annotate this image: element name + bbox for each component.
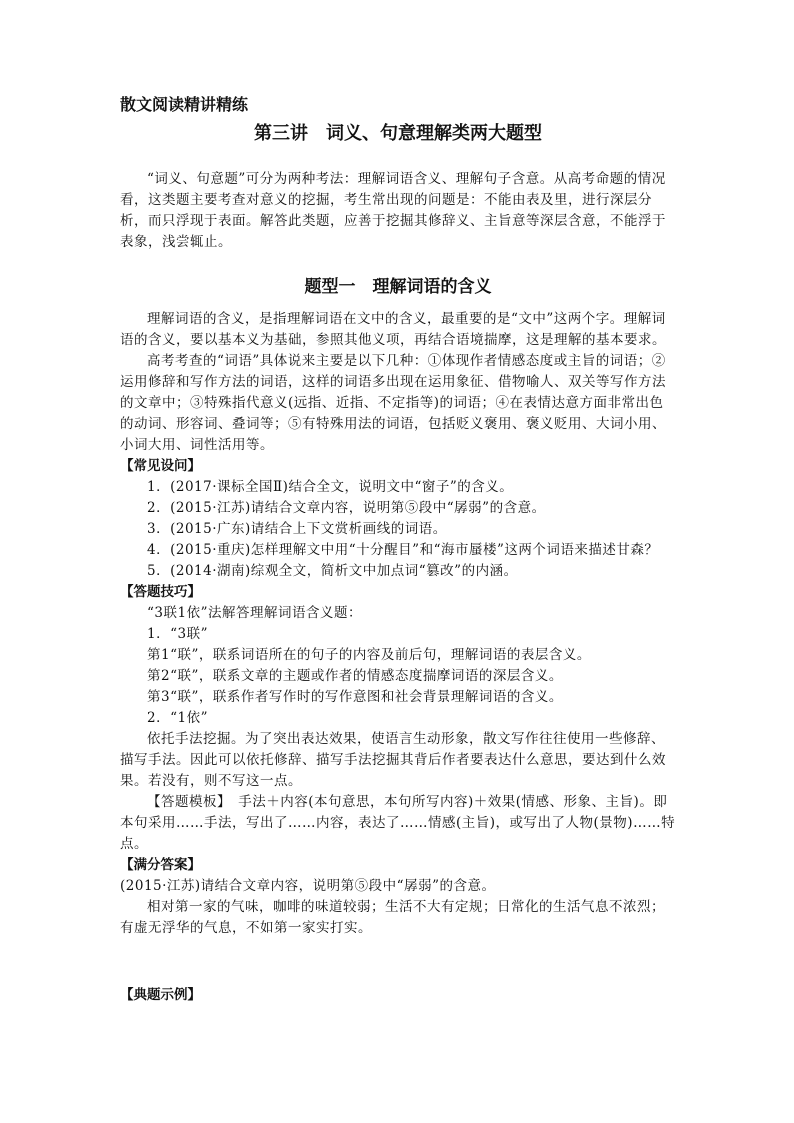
section-title: 题型一 理解词语的含义 xyxy=(304,277,492,297)
skills-line: “3联1依”法解答理解词语含义题： xyxy=(147,605,362,621)
skills-line: 1．“3联” xyxy=(147,626,208,642)
common-question-item: 3．(2015·广东)请结合上下文赏析画线的词语。 xyxy=(147,521,447,537)
common-question-item: 4．(2015·重庆)怎样理解文中用“十分醒目”和“海市蜃楼”这两个词语来描述甘森？ xyxy=(147,542,659,558)
full-answer-tag: 【满分答案】 xyxy=(120,857,201,873)
skills-line: 第2“联”，联系文章的主题或作者的情感态度揣摩词语的深层含义。 xyxy=(147,668,563,684)
skills-tag: 【答题技巧】 xyxy=(120,584,201,600)
answer-template-paragraph: 【答题模板】 手法＋内容(本句意思，本句所写内容)＋效果(情感、形象、主旨)。即本句采用……手法，写出了……内容，表达了……情感(主旨)，或写出了人物(景物)……特点。 xyxy=(120,794,676,852)
section-paragraph-2: 高考考查的“词语”具体说来主要是以下几种：①体现作者情感态度或主旨的词语；②运用修辞和写作方法的词语，这样的词语多出现在运用象征、借物喻人、双关等写作方法的文章中；③特殊指代意义(远指、近指、不定指等)的词语；④在表情达意方面非常出色的动词、形容词、叠词等；⑤有特殊用法的词语，包括贬义褒用、褒义贬用、大词小用、小词大用、词性活用等。 xyxy=(120,353,666,453)
skills-paragraph: 依托手法挖掘。为了突出表达效果，使语言生动形象，散文写作往往使用一些修辞、描写手法。因此可以依托修辞、描写手法挖掘其背后作者要表达什么意思，要达到什么效果。若没有，则不写这一点。 xyxy=(120,731,666,789)
lecture-title: 第三讲 词义、句意理解类两大题型 xyxy=(254,123,542,144)
intro-paragraph: “词义、句意题”可分为两种考法：理解词语含义、理解句子含意。从高考命题的情况看，这类题主要考查对意义的挖掘，考生常出现的问题是：不能由表及里，进行深层分析，而只浮现于表面。解答此类题，应善于挖掘其修辞义、主旨意等深层含意，不能浮于表象，浅尝辄止。 xyxy=(120,171,666,250)
examples-tag: 【典题示例】 xyxy=(120,987,201,1003)
common-question-item: 5．(2014·湖南)综观全文，简析文中加点词“篡改”的内涵。 xyxy=(147,563,518,579)
common-questions-tag: 【常见设问】 xyxy=(120,458,201,474)
skills-line: 第1“联”，联系词语所在的句子的内容及前后句，理解词语的表层含义。 xyxy=(147,647,591,663)
skills-line: 2．“1依” xyxy=(147,710,208,726)
document-page xyxy=(120,94,676,1006)
section-paragraph-1: 理解词语的含义，是指理解词语在文中的含义，最重要的是“文中”这两个字。理解词语的含义，要以基本义为基础，参照其他义项，再结合语境揣摩，这是理解的基本要求。 xyxy=(120,311,666,348)
common-question-item: 2．(2015·江苏)请结合文章内容，说明第⑤段中“孱弱”的含意。 xyxy=(147,500,546,516)
skills-line: 第3“联”，联系作者写作时的写作意图和社会背景理解词语的含义。 xyxy=(147,689,563,705)
full-answer-question: (2015·江苏)请结合文章内容，说明第⑤段中“孱弱”的含意。 xyxy=(120,878,496,894)
common-question-item: 1．(2017·课标全国Ⅱ)结合全文，说明文中“窗子”的含义。 xyxy=(147,479,514,495)
series-title: 散文阅读精讲精练 xyxy=(120,95,249,114)
full-answer-text: 相对第一家的气味，咖啡的味道较弱；生活不大有定规；日常化的生活气息不浓烈；有虚无浮华的气息，不如第一家实打实。 xyxy=(120,899,665,936)
